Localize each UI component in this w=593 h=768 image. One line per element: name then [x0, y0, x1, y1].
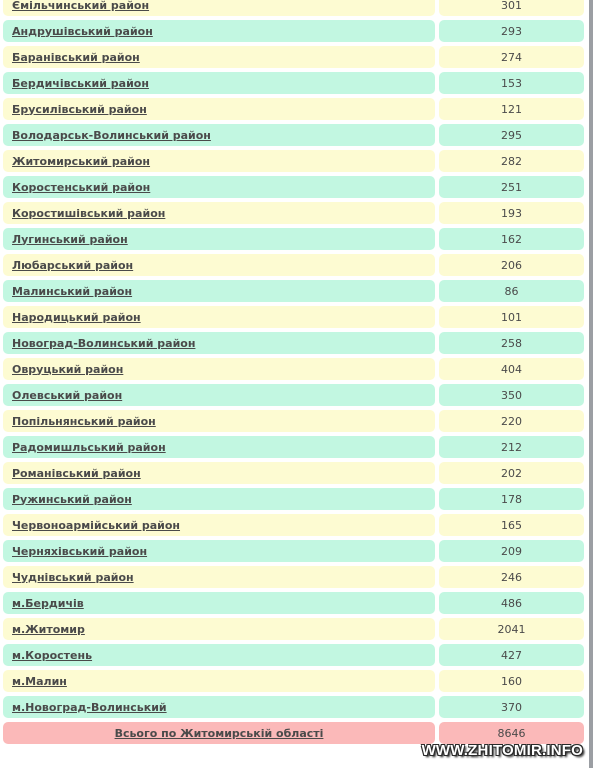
district-name-cell	[3, 566, 435, 588]
district-link[interactable]: Романівський район	[12, 466, 141, 480]
district-name-cell	[3, 0, 435, 16]
count-cell: 2041	[439, 618, 584, 640]
district-name-cell	[3, 46, 435, 68]
count-cell: 162	[439, 228, 584, 250]
district-link[interactable]: Володарськ-Волинський район	[12, 128, 211, 142]
district-link[interactable]: Попільнянський район	[12, 414, 156, 428]
count-cell: 282	[439, 150, 584, 172]
count-cell: 220	[439, 410, 584, 432]
count-cell: 202	[439, 462, 584, 484]
district-link[interactable]: Ружинський район	[12, 492, 132, 506]
district-name-cell	[3, 514, 435, 536]
district-link[interactable]: м.Новоград-Волинський	[12, 700, 167, 714]
count-cell: 370	[439, 696, 584, 718]
district-link[interactable]: Любарський район	[12, 258, 134, 272]
district-link[interactable]: Андрушівський район	[12, 24, 153, 38]
district-name-cell	[3, 176, 435, 198]
district-link[interactable]: м.Коростень	[12, 648, 93, 662]
count-cell: 486	[439, 592, 584, 614]
table-row	[3, 384, 589, 406]
district-link[interactable]: м.Житомир	[12, 622, 85, 636]
table-row	[3, 410, 589, 432]
district-name-cell	[3, 644, 435, 666]
district-name-cell	[3, 358, 435, 380]
district-link[interactable]: Овруцький район	[12, 362, 124, 376]
count-cell: 178	[439, 488, 584, 510]
district-name-cell	[3, 202, 435, 224]
table-row	[3, 72, 589, 94]
table-row	[3, 670, 589, 692]
district-name-cell	[3, 696, 435, 718]
table-row	[3, 20, 589, 42]
district-name-cell	[3, 540, 435, 562]
count-cell: 160	[439, 670, 584, 692]
count-cell: 101	[439, 306, 584, 328]
district-link[interactable]: Народицький район	[12, 310, 141, 324]
count-cell: 427	[439, 644, 584, 666]
table-row	[3, 202, 589, 224]
district-link[interactable]: Коростенський район	[12, 180, 151, 194]
table-row	[3, 462, 589, 484]
district-name-cell	[3, 124, 435, 146]
count-cell: 274	[439, 46, 584, 68]
table-row	[3, 540, 589, 562]
count-cell: 212	[439, 436, 584, 458]
district-name-cell	[3, 384, 435, 406]
table-row	[3, 150, 589, 172]
district-link[interactable]: Бердичівський район	[12, 76, 149, 90]
district-link[interactable]: Лугинський район	[12, 232, 128, 246]
district-name-cell	[3, 254, 435, 276]
table-row	[3, 696, 589, 718]
table-row	[3, 306, 589, 328]
table-row	[3, 176, 589, 198]
table-row	[3, 46, 589, 68]
district-link[interactable]: Черняхівський район	[12, 544, 148, 558]
table-row	[3, 618, 589, 640]
district-link[interactable]: Коростишівський район	[12, 206, 166, 220]
scrollbar-edge	[589, 0, 593, 768]
district-link[interactable]: Радомишльський район	[12, 440, 166, 454]
count-cell: 404	[439, 358, 584, 380]
district-name-cell	[3, 20, 435, 42]
district-name-cell	[3, 488, 435, 510]
district-name-cell	[3, 306, 435, 328]
total-name-cell	[3, 722, 435, 744]
district-link[interactable]: м.Малин	[12, 674, 67, 688]
count-cell: 295	[439, 124, 584, 146]
district-link[interactable]: Брусилівський район	[12, 102, 147, 116]
district-name-cell	[3, 280, 435, 302]
district-name-cell	[3, 98, 435, 120]
count-cell: 206	[439, 254, 584, 276]
district-name-cell	[3, 150, 435, 172]
table-row	[3, 254, 589, 276]
district-name-cell	[3, 670, 435, 692]
table-row	[3, 358, 589, 380]
district-name-cell	[3, 592, 435, 614]
district-link[interactable]: Чуднівський район	[12, 570, 134, 584]
count-cell: 258	[439, 332, 584, 354]
count-cell: 301	[439, 0, 584, 16]
district-link[interactable]: Баранівський район	[12, 50, 140, 64]
district-name-cell	[3, 618, 435, 640]
district-link[interactable]: Олевський район	[12, 388, 123, 402]
results-table	[3, 0, 589, 748]
table-row	[3, 644, 589, 666]
count-cell: 121	[439, 98, 584, 120]
count-cell: 86	[439, 280, 584, 302]
district-link[interactable]: Ємільчинський район	[12, 0, 150, 12]
count-cell: 293	[439, 20, 584, 42]
total-row	[3, 722, 589, 744]
district-name-cell	[3, 228, 435, 250]
table-row	[3, 488, 589, 510]
count-cell: 209	[439, 540, 584, 562]
count-cell: 153	[439, 72, 584, 94]
district-link[interactable]: Новоград-Волинський район	[12, 336, 196, 350]
table-row	[3, 98, 589, 120]
total-count-cell: 8646	[439, 722, 584, 744]
count-cell: 350	[439, 384, 584, 406]
table-row	[3, 280, 589, 302]
count-cell: 246	[439, 566, 584, 588]
count-cell: 193	[439, 202, 584, 224]
district-link[interactable]: Житомирський район	[12, 154, 151, 168]
count-cell: 165	[439, 514, 584, 536]
total-link[interactable]: Всього по Житомирській області	[114, 726, 324, 740]
district-link[interactable]: Червоноармійський район	[12, 518, 181, 532]
site-watermark: WWW.ZHITOMIR.INFO	[421, 742, 583, 759]
table-row	[3, 0, 589, 16]
table-row	[3, 592, 589, 614]
district-name-cell	[3, 332, 435, 354]
district-link[interactable]: Малинський район	[12, 284, 133, 298]
table-row	[3, 124, 589, 146]
count-cell: 251	[439, 176, 584, 198]
table-row	[3, 228, 589, 250]
table-row	[3, 566, 589, 588]
table-row	[3, 514, 589, 536]
district-link[interactable]: м.Бердичів	[12, 596, 84, 610]
table-row	[3, 332, 589, 354]
district-name-cell	[3, 436, 435, 458]
table-row	[3, 436, 589, 458]
district-name-cell	[3, 462, 435, 484]
district-name-cell	[3, 410, 435, 432]
district-name-cell	[3, 72, 435, 94]
